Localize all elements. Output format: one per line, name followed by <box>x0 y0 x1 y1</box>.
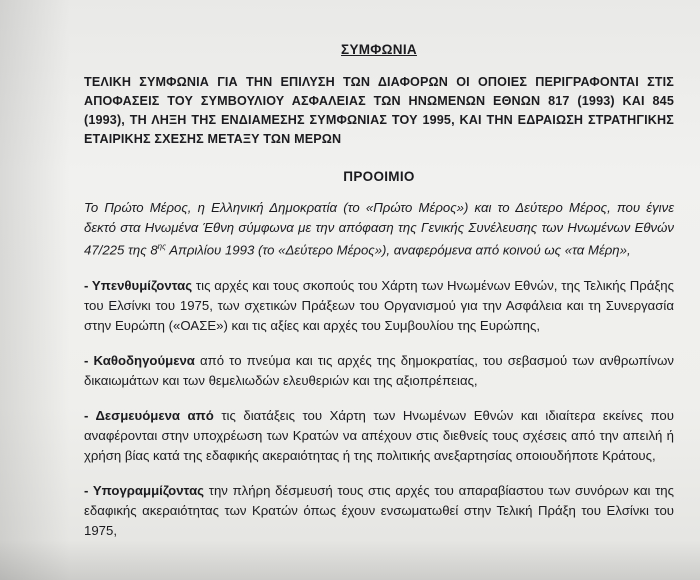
document-title: ΣΥΜΦΩΝΙΑ <box>341 42 417 57</box>
paragraph-lead: Δεσμευόμενα από <box>95 407 214 423</box>
paragraph-text: τις αρχές και τους σκοπούς του Χάρτη των Ηνωμένων Εθνών, της Τελικής Πράξης του Ελσίνκι του 1975, των σχετικών Πράξεων του Οργανισμού για την Ασφάλεια και τη Συνεργασία στην Ευρώπη («ΟΑΣΕ») και τις αξίες και αρχές του Συμβουλίου της Ευρώπης, <box>84 277 674 333</box>
document-body <box>84 30 674 556</box>
paragraph-committed <box>84 406 674 466</box>
intro-text-part1: Το Πρώτο Μέρος, η Ελληνική Δημοκρατία (το «Πρώτο Μέρος») και το Δεύτερο Μέρος, που έγινε δεκτό στα Ηνωμένα Έθνη σύμφωνα με την απόφαση της Γενικής Συνέλευσης των Ηνωμένων Εθνών 47/225 της 8 <box>84 200 674 258</box>
page-shadow-left <box>0 0 70 580</box>
paragraph-text: τις διατάξεις του Χάρτη των Ηνωμένων Εθνών και ιδιαίτερα εκείνες που αναφέρονται στην υποχρέωση των Κρατών να απέχουν στις διεθνείς τους σχέσεις από την απειλή ή χρήση βίας κατά της εδαφικής ακεραιότητας ή της πολιτικής ανεξαρτησίας οποιουδήποτε Κράτους, <box>84 407 674 463</box>
paragraph-text: από το πνεύμα και τις αρχές της δημοκρατίας, του σεβασμού των ανθρωπίνων δικαιωμάτων και των θεμελιωδών ελευθεριών και της αξιοπρέπειας, <box>84 352 674 388</box>
document-subtitle: ΤΕΛΙΚΗ ΣΥΜΦΩΝΙΑ ΓΙΑ ΤΗΝ ΕΠΙΛΥΣΗ ΤΩΝ ΔΙΑΦΟΡΩΝ ΟΙ ΟΠΟΙΕΣ ΠΕΡΙΓΡΑΦΟΝΤΑΙ ΣΤΙΣ ΑΠΟΦΑΣΕΙΣ ΤΟΥ ΣΥΜΒΟΥΛΙΟΥ ΑΣΦΑΛΕΙΑΣ ΤΩΝ ΗΝΩΜΕΝΩΝ ΕΘΝΩΝ 817 (1993) ΚΑΙ 845 (1993), ΤΗ ΛΗΞΗ ΤΗΣ ΕΝΔΙΑΜΕΣΗΣ ΣΥΜΦΩΝΙΑΣ ΤΟΥ 1995, ΚΑΙ ΤΗΝ ΕΔΡΑΙΩΣΗ ΣΤΡΑΤΗΓΙΚΗΣ ΕΤΑΙΡΙΚΗΣ ΣΧΕΣΗΣ ΜΕΤΑΞΥ ΤΩΝ ΜΕΡΩΝ <box>84 75 674 146</box>
paragraph-dash: - <box>84 352 94 368</box>
paragraph-text: την πλήρη δέσμευσή τους στις αρχές του απαραβίαστου των συνόρων και της εδαφικής ακεραιότητας των Κρατών όπως έχουν ενσωματωθεί στην Τελική Πράξη του Ελσίνκι του 1975, <box>84 482 674 538</box>
paragraph-dash: - <box>84 482 93 498</box>
paragraph-lead: Καθοδηγούμενα <box>93 352 195 368</box>
paragraph-guided <box>84 351 674 391</box>
preamble-intro <box>84 198 674 260</box>
paragraph-lead: Υπογραμμίζοντας <box>92 482 205 498</box>
intro-superscript: ης <box>157 242 167 251</box>
preamble-heading: ΠΡΟΟΙΜΙΟ <box>343 169 415 184</box>
cut-off-next-paragraph <box>84 568 514 580</box>
intro-text-part2: Απριλίου 1993 (το «Δεύτερο Μέρος»), αναφερόμενα από κοινού ως «τα Μέρη», <box>166 242 631 258</box>
paragraph-lead: Υπενθυμίζοντας <box>91 277 193 293</box>
paragraph-dash: - <box>84 407 96 423</box>
paragraph-recalling <box>84 276 674 336</box>
paragraph-dash: - <box>84 277 92 293</box>
paragraph-underlining <box>84 481 674 541</box>
